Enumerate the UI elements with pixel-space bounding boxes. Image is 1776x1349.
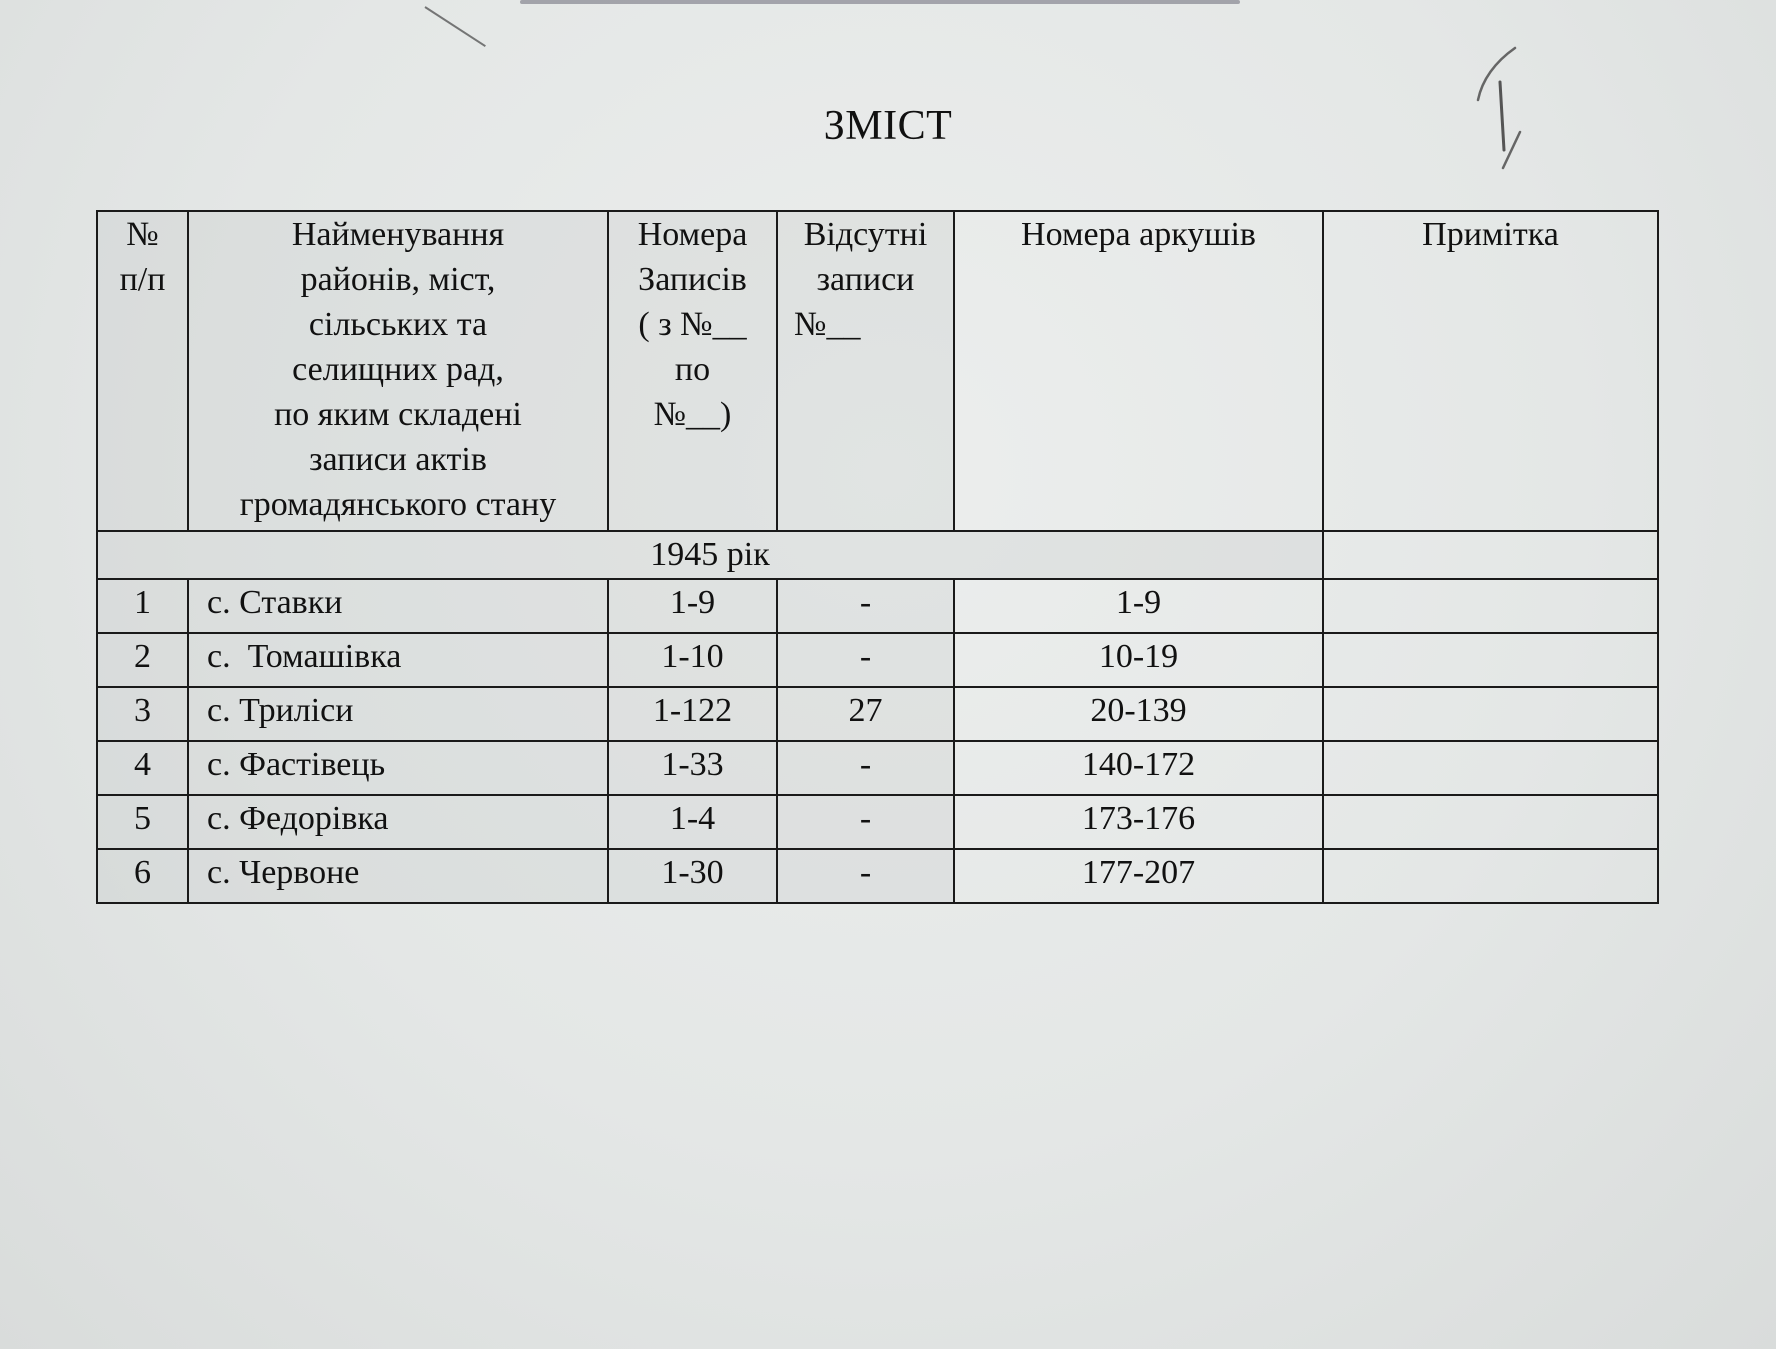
- table-row: [97, 633, 1658, 687]
- row-records: 1-4: [608, 795, 777, 849]
- row-sheets: 1-9: [954, 579, 1323, 633]
- header-name-line: громадянського стану: [239, 486, 557, 523]
- header-sheets: [954, 211, 1323, 531]
- header-records-line: ( з №__: [638, 306, 747, 343]
- header-name-line: по яким складені: [274, 396, 522, 433]
- row-records: 1-33: [608, 741, 777, 795]
- row-note: [1323, 741, 1658, 795]
- header-row: [97, 211, 1658, 531]
- row-records: 1-10: [608, 633, 777, 687]
- row-note: [1323, 849, 1658, 903]
- table-row: [97, 741, 1658, 795]
- header-num-line: п/п: [119, 261, 166, 298]
- year-row: [97, 531, 1658, 579]
- header-records-line: Номера: [637, 216, 748, 253]
- year-note-cell: [1323, 531, 1658, 579]
- header-name: [188, 211, 608, 531]
- row-name: с. Триліси: [188, 687, 608, 741]
- row-note: [1323, 579, 1658, 633]
- table-row: [97, 849, 1658, 903]
- row-name: с. Ставки: [188, 579, 608, 633]
- row-sheets: 173-176: [954, 795, 1323, 849]
- year-label: 1945 рік: [97, 531, 1323, 579]
- header-records: [608, 211, 777, 531]
- header-name-line: записи актів: [309, 441, 487, 478]
- row-records: 1-122: [608, 687, 777, 741]
- header-records-line: Записів: [638, 261, 747, 298]
- row-num: 2: [97, 633, 188, 687]
- header-num: [97, 211, 188, 531]
- row-missing: -: [777, 633, 954, 687]
- row-name: с. Червоне: [188, 849, 608, 903]
- header-note: [1323, 211, 1658, 531]
- header-name-line: селищних рад,: [292, 351, 504, 388]
- header-records-line: по: [674, 351, 711, 388]
- header-records-line: №__): [653, 396, 732, 433]
- header-sheets-line: Номера аркушів: [1021, 216, 1256, 253]
- page-top-edge: [520, 0, 1240, 4]
- row-num: 6: [97, 849, 188, 903]
- row-note: [1323, 795, 1658, 849]
- header-name-line: сільських та: [308, 306, 488, 343]
- table-row: [97, 687, 1658, 741]
- row-num: 1: [97, 579, 188, 633]
- row-missing: -: [777, 741, 954, 795]
- row-sheets: 10-19: [954, 633, 1323, 687]
- row-name: с. Томашівка: [188, 633, 608, 687]
- row-records: 1-9: [608, 579, 777, 633]
- row-note: [1323, 687, 1658, 741]
- pen-mark: [424, 6, 485, 47]
- row-name: с. Федорівка: [188, 795, 608, 849]
- row-missing: -: [777, 795, 954, 849]
- table-row: [97, 795, 1658, 849]
- row-num: 3: [97, 687, 188, 741]
- row-sheets: 177-207: [954, 849, 1323, 903]
- row-num: 4: [97, 741, 188, 795]
- row-sheets: 20-139: [954, 687, 1323, 741]
- header-missing-line: записи: [816, 261, 915, 298]
- contents-table: [96, 210, 1659, 904]
- row-name: с. Фастівець: [188, 741, 608, 795]
- row-sheets: 140-172: [954, 741, 1323, 795]
- row-missing: 27: [777, 687, 954, 741]
- row-num: 5: [97, 795, 188, 849]
- table-row: [97, 579, 1658, 633]
- row-missing: -: [777, 579, 954, 633]
- header-name-line: районів, міст,: [300, 261, 496, 298]
- header-num-line: №: [126, 216, 159, 253]
- header-missing-line: №__: [794, 306, 861, 343]
- row-records: 1-30: [608, 849, 777, 903]
- header-missing-line: Відсутні: [803, 216, 928, 253]
- header-note-line: Примітка: [1422, 216, 1559, 253]
- handwritten-page-number: [1460, 40, 1540, 180]
- row-note: [1323, 633, 1658, 687]
- header-name-line: Найменування: [291, 216, 505, 253]
- header-missing: [777, 211, 954, 531]
- row-missing: -: [777, 849, 954, 903]
- page-title: ЗМІСТ: [823, 103, 953, 149]
- handwritten-1-icon: [1460, 40, 1540, 180]
